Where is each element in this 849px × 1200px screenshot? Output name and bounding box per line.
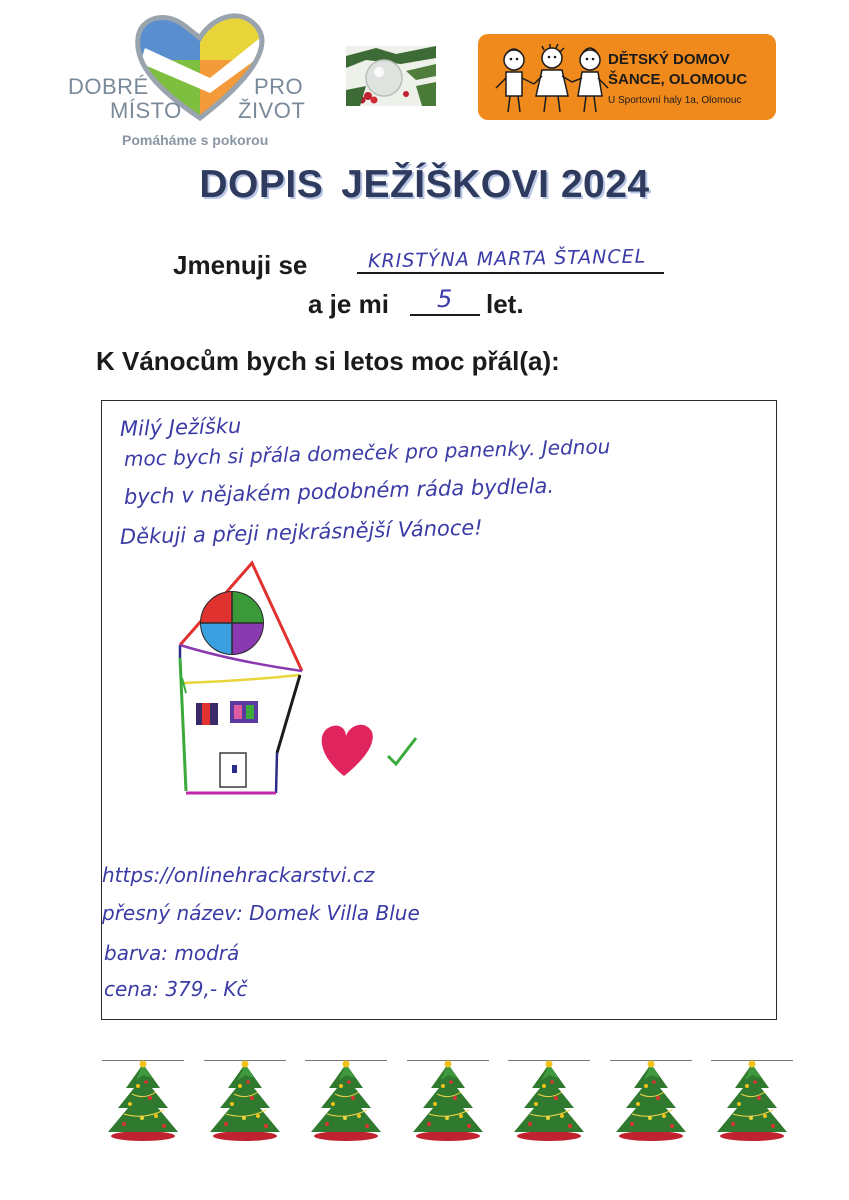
- page-title: [0, 163, 849, 207]
- logo-word-dobre: DOBRÉ: [68, 74, 149, 99]
- age-underline: [410, 314, 480, 316]
- age-suffix: let.: [486, 289, 524, 319]
- christmas-tree-icon: [711, 1058, 793, 1143]
- logo-tagline: Pomáháme s pokorou: [122, 132, 269, 148]
- ornament-icon: [346, 46, 436, 106]
- dobre-misto-pro-zivot-logo: [60, 8, 310, 153]
- christmas-tree-icon: [102, 1058, 184, 1143]
- info-line: https://onlinehrackarstvi.cz: [102, 863, 375, 887]
- letter-line: moc bych si přála domeček pro panenky. Jednou: [123, 434, 611, 471]
- title-part2: JEŽÍŠKOVI 2024: [341, 163, 650, 206]
- name-value: KRISTÝNA MARTA ŠTANCEL: [367, 245, 647, 273]
- age-value: 5: [437, 285, 453, 313]
- christmas-tree-icon: [508, 1058, 590, 1143]
- detsky-domov-banner: [478, 34, 776, 120]
- info-line: přesný název: Domek Villa Blue: [102, 901, 420, 925]
- age-prefix: a je mi: [308, 289, 389, 319]
- christmas-tree-icon: [610, 1058, 692, 1143]
- logo-word-zivot: ŽIVOT: [238, 98, 306, 123]
- info-line: cena: 379,- Kč: [104, 977, 248, 1001]
- wish-heading: K Vánocům bych si letos moc přál(a):: [96, 346, 560, 376]
- title-part1: DOPIS: [199, 163, 324, 206]
- christmas-tree-icon: [305, 1058, 387, 1143]
- info-line: barva: modrá: [104, 941, 240, 965]
- logo-word-pro: PRO: [254, 74, 304, 99]
- letter-line: Děkuji a přeji nejkrásnější Vánoce!: [119, 515, 483, 549]
- logo-word-misto: MÍSTO: [110, 98, 182, 123]
- name-label: Jmenuji se: [173, 250, 308, 280]
- christmas-tree-icon: [407, 1058, 489, 1143]
- name-underline: [357, 272, 664, 274]
- christmas-tree-icon: [204, 1058, 286, 1143]
- heart-drawing-icon: [316, 716, 426, 786]
- banner-name-line1: DĚTSKÝ DOMOV: [608, 51, 730, 68]
- letter-line: Milý Ježíšku: [119, 413, 242, 441]
- christmas-ornament-photo: [346, 46, 436, 106]
- letter-line: bych v nějakém podobném ráda bydlela.: [123, 473, 555, 509]
- wish-box: [101, 400, 777, 1020]
- children-drawing-icon: [492, 34, 612, 120]
- banner-address: U Sportovní haly 1a, Olomouc: [608, 95, 742, 106]
- banner-name-line2: ŠANCE, OLOMOUC: [608, 71, 748, 88]
